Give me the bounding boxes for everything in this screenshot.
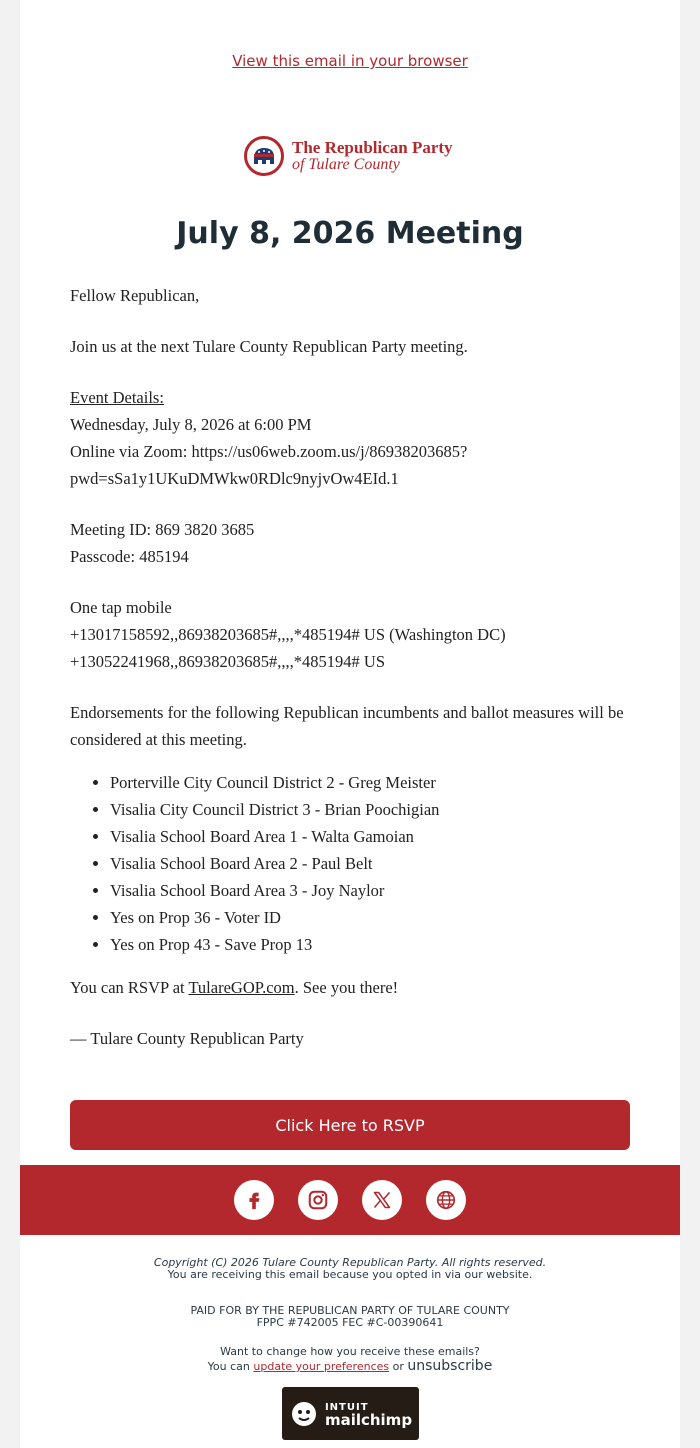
rsvp-prefix: You can RSVP at xyxy=(70,978,189,997)
greeting: Fellow Republican, xyxy=(70,286,200,305)
you-can-text: You can xyxy=(207,1360,254,1373)
passcode: Passcode: 485194 xyxy=(70,547,189,566)
event-details xyxy=(70,384,640,492)
or-text: or xyxy=(389,1360,408,1373)
view-in-browser-link[interactable]: View this email in your browser xyxy=(232,52,468,70)
mailchimp-text xyxy=(325,1401,412,1427)
party-logo[interactable] xyxy=(244,134,464,178)
mailchimp-badge[interactable] xyxy=(282,1387,419,1440)
x-icon[interactable] xyxy=(362,1180,402,1220)
one-tap-mobile xyxy=(70,594,640,675)
list-item: • Visalia School Board Area 3 - Joy Naylor xyxy=(110,877,640,904)
event-details-heading: Event Details: xyxy=(70,388,164,407)
paid-for-text: PAID FOR BY THE REPUBLICAN PARTY OF TULARE COUNTY xyxy=(190,1304,510,1317)
tularegop-link[interactable]: TulareGOP.com xyxy=(188,978,295,997)
preferences-line xyxy=(20,1360,680,1373)
intuit-label: INTUIT xyxy=(324,1401,369,1413)
event-online-line-2: pwd=sSa1y1UKuDMWkw0RDlc9nyjvOw4EId.1 xyxy=(70,469,399,488)
change-question: Want to change how you receive these emails? xyxy=(220,1345,480,1358)
intro-text: Join us at the next Tulare County Republican Party meeting. xyxy=(70,337,468,356)
signoff: — Tulare County Republican Party xyxy=(70,1029,304,1048)
one-tap-number-1: +13017158592,,86938203685#,,,,*485194# US (Washington DC) xyxy=(70,625,506,644)
update-preferences-link[interactable]: update your preferences xyxy=(253,1360,390,1373)
list-item: • Visalia School Board Area 1 - Walta Gamoian xyxy=(110,823,640,850)
page-title: July 8, 2026 Meeting xyxy=(176,216,524,251)
list-item: • Visalia School Board Area 2 - Paul Belt xyxy=(110,850,640,877)
rsvp-text xyxy=(70,974,640,1001)
logo-text xyxy=(292,139,453,174)
email-container xyxy=(20,0,680,1448)
rsvp-suffix: . See you there! xyxy=(294,978,399,997)
endorsements-intro: Endorsements for the following Republican incumbents and ballot measures will be considered at this meeting. xyxy=(70,703,624,749)
footer-copyright xyxy=(20,1257,680,1281)
one-tap-heading: One tap mobile xyxy=(70,598,172,617)
list-item: • Yes on Prop 36 - Voter ID xyxy=(110,904,640,931)
meeting-credentials xyxy=(70,516,640,570)
event-online-line-1: Online via Zoom: https://us06web.zoom.us/j/86938203685? xyxy=(70,442,468,461)
logo-line-1: The Republican Party xyxy=(292,137,453,157)
list-item: • Porterville City Council District 2 - Greg Meister xyxy=(110,769,640,796)
list-item: • Yes on Prop 43 - Save Prop 13 xyxy=(110,931,640,958)
unsubscribe-link[interactable]: unsubscribe xyxy=(407,1358,493,1374)
fppc-text: FPPC #742005 FEC #C-00390641 xyxy=(256,1316,444,1329)
one-tap-number-2: +13052241968,,86938203685#,,,,*485194# US xyxy=(70,652,386,671)
rsvp-button[interactable]: Click Here to RSVP xyxy=(70,1100,630,1150)
footer-disclosure xyxy=(20,1305,680,1329)
instagram-icon[interactable] xyxy=(298,1180,338,1220)
mailchimp-monkey-icon xyxy=(289,1399,319,1429)
facebook-icon[interactable] xyxy=(234,1180,274,1220)
receiving-reason: You are receiving this email because you opted in via our website. xyxy=(167,1268,533,1281)
meeting-id: Meeting ID: 869 3820 3685 xyxy=(70,520,255,539)
social-bar xyxy=(20,1165,680,1235)
endorsements-list xyxy=(70,769,640,958)
elephant-seal-icon xyxy=(244,136,284,176)
email-body xyxy=(70,282,640,1076)
list-item: • Visalia City Council District 3 - Brian Poochigian xyxy=(110,796,640,823)
mailchimp-label: mailchimp xyxy=(324,1410,413,1429)
footer-preferences xyxy=(20,1346,680,1373)
logo-line-2: of Tulare County xyxy=(292,155,400,173)
event-date: Wednesday, July 8, 2026 at 6:00 PM xyxy=(70,415,312,434)
copyright-text: Copyright (C) 2026 Tulare County Republican Party. All rights reserved. xyxy=(153,1256,547,1269)
globe-icon[interactable] xyxy=(426,1180,466,1220)
